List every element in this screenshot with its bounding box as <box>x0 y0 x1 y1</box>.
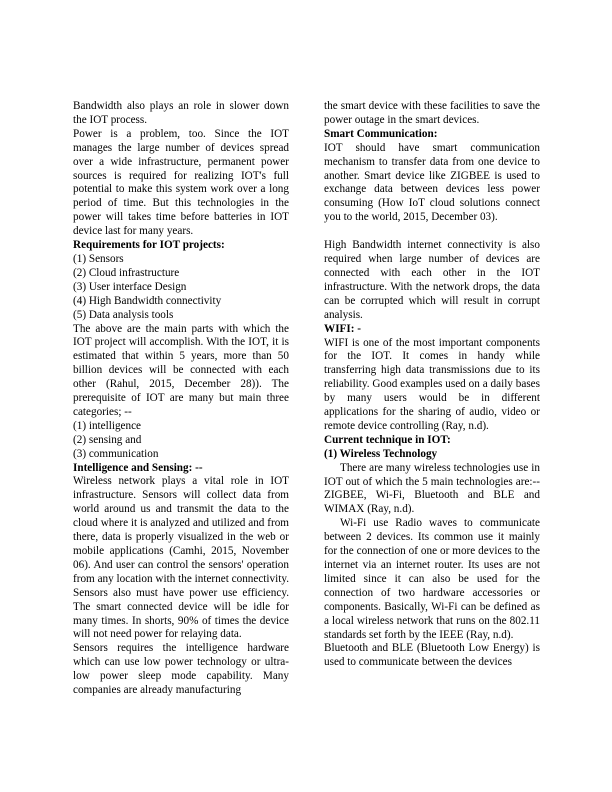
list-item: (3) communication <box>73 447 159 460</box>
heading-current-technique: Current technique in IOT: <box>324 433 451 446</box>
paragraph-power: Power is a problem, too. Since the IOT manages the large number of devices spread over a wide infrastructure, permanent power sources is required for realizing IOT's full potential to make this system work over a long period of time. But this technologies in the power will takes time before batteries in IOT device last for many years. <box>73 127 289 238</box>
heading-wifi: WIFI: - <box>324 322 361 335</box>
heading-intelligence-sensing: Intelligence and Sensing: -- <box>73 461 203 474</box>
paragraph-wireless-technologies: There are many wireless technologies use in IOT out of which the 5 main technologies are:-- ZIGBEE, Wi-Fi, Bluetooth and BLE and WIMAX (Ray, n.d). <box>324 461 540 516</box>
paragraph-main-parts: The above are the main parts with which the IOT project will accomplish. With the IOT, it is estimated that within 5 years, more than 50 billion devices will be connected with each other (Rahul, 2015, December 28)). The prerequisite of IOT are many but main three categories; -- <box>73 322 289 418</box>
list-item: (3) User interface Design <box>73 280 187 293</box>
paragraph-wifi: WIFI is one of the most important components for the IOT. It comes in handy while transferring high data transmissions due to its reliability. Good examples used on a daily bases by many users would be in different applications for the sharing of audio, video or remote device controlling (Ray, n.d). <box>324 336 540 432</box>
list-item: (2) sensing and <box>73 433 142 446</box>
paragraph-wifi-radio-waves: Wi-Fi use Radio waves to communicate between 2 devices. Its common use it mainly for the connection of one or more devices to the internet via an internet router. Its uses are not limited since it can also be used for the connection of two hardware accessories or components. Basically, Wi-Fi can be defined as a local wireless network that runs on the 802.11 standards set forth by the IEEE (Ray, n.d). <box>324 517 540 641</box>
heading-wireless-technology: (1) Wireless Technology <box>324 447 438 460</box>
paragraph-bluetooth: Bluetooth and BLE (Bluetooth Low Energy) is used to communicate between the devices <box>324 642 540 669</box>
paragraph-smart-device: the smart device with these facilities to save the power outage in the smart devices. <box>324 100 540 126</box>
list-item: (1) Sensors <box>73 252 124 265</box>
list-item: (5) Data analysis tools <box>73 308 174 321</box>
list-item: (4) High Bandwidth connectivity <box>73 294 222 307</box>
paragraph-smart-communication: IOT should have smart communication mechanism to transfer data from one device to another. Smart device like ZIGBEE is used to exchange data between devices less power consuming (How IoT cloud solutions connect you to the world, 2015, December 03). <box>324 141 540 224</box>
right-column <box>324 100 540 670</box>
heading-requirements: Requirements for IOT projects: <box>73 239 225 252</box>
paragraph-bandwidth: Bandwidth also plays an role in slower down the IOT process. <box>73 100 289 126</box>
paragraph-high-bandwidth: High Bandwidth internet connectivity is also required when large number of devices are connected with each other in the IOT infrastructure. With the network drops, the data can be corrupted which will result in corrupt analysis. <box>324 239 540 321</box>
paragraph-sensors-hardware: Sensors requires the intelligence hardware which can use low power technology or ultra-low power sleep mode capability. Many companies are already manufacturing <box>73 642 289 697</box>
list-item: (1) intelligence <box>73 419 142 432</box>
heading-smart-communication: Smart Communication: <box>324 127 438 140</box>
list-item: (2) Cloud infrastructure <box>73 266 180 279</box>
paragraph-wireless-network: Wireless network plays a vital role in IOT infrastructure. Sensors will collect data from world around us and transmit the data to the cloud where it is analyzed and utilized and from there, data is properly visualized in the web or mobile applications (Camhi, 2015, November 06). And user can control the sensors' operation from any location with the internet connectivity. Sensors also must have power use efficiency. The smart connected device will be idle for many times. In shorts, 90% of times the device will not need power for relaying data. <box>73 475 289 641</box>
left-column <box>73 100 289 698</box>
